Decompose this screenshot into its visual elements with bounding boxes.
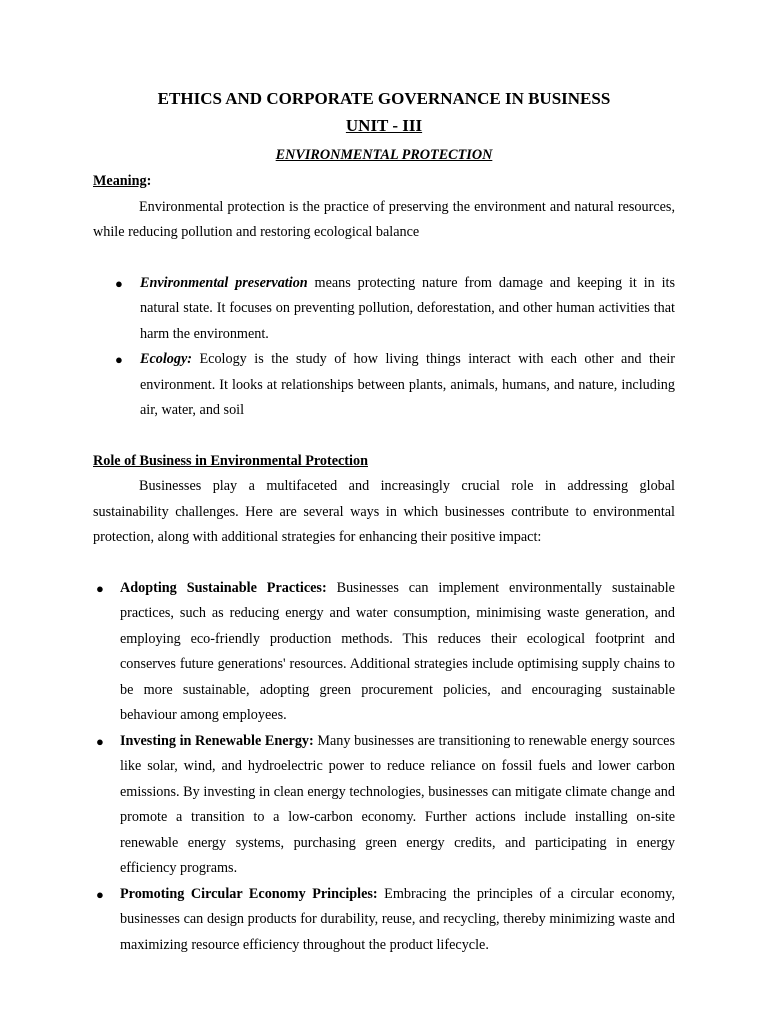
bullet-term: Investing in Renewable Energy:	[120, 732, 314, 749]
meaning-heading	[93, 169, 675, 195]
meaning-heading-text: Meaning	[93, 173, 147, 189]
list-item	[93, 347, 675, 424]
bullet-text: Businesses can implement environmentally sustainable practices, such as reducing energy and water consumption, minimising waste generation, and employing eco-friendly production methods. This reduces their ecological footprint and conserves future generations' resources. Additional strategies include optimising supply chains to be more sustainable, adopting green procurement policies, and encouraging sustainable behaviour among employees.	[120, 579, 675, 723]
document-title: ETHICS AND CORPORATE GOVERNANCE IN BUSINESS	[157, 89, 611, 108]
meaning-paragraph: Environmental protection is the practice of preserving the environment and natural resources, while reducing pollution and restoring ecological balance	[93, 198, 675, 240]
meaning-heading-colon: :	[146, 173, 152, 189]
bullet-icon: ●	[96, 886, 104, 902]
bullet-term: Environmental preservation	[140, 274, 308, 291]
role-bullet-list	[93, 576, 675, 959]
list-item	[93, 271, 675, 348]
role-heading-text: Role of Business in Environmental Protection	[93, 452, 368, 469]
bullet-icon: ●	[115, 352, 123, 367]
unit-heading: UNIT - III	[345, 116, 423, 135]
bullet-text: Many businesses are transitioning to renewable energy sources like solar, wind, and hydroelectric power to reduce reliance on fossil fuels and lower carbon emissions. By investing in clean energy technologies, businesses can mitigate climate change and promote a transition to a low-carbon economy. Further actions include installing on-site renewable energy systems, purchasing green energy credits, and participating in energy efficiency programs.	[120, 732, 675, 876]
meaning-bullet-list	[93, 271, 675, 424]
bullet-text: Ecology is the study of how living things interact with each other and their environment. It looks at relationships between plants, animals, humans, and nature, including air, water, and soil	[140, 351, 675, 418]
role-heading	[93, 449, 675, 475]
list-item	[93, 729, 675, 882]
list-item	[93, 882, 675, 959]
section-subtitle: ENVIRONMENTAL PROTECTION	[275, 147, 493, 163]
bullet-term: Adopting Sustainable Practices:	[120, 579, 327, 596]
bullet-text: Embracing the principles of a circular economy, businesses can design products for durability, reuse, and recycling, thereby minimizing waste and maximizing resource efficiency throughout the product lifecycle.	[120, 885, 675, 953]
role-paragraph: Businesses play a multifaceted and increasingly crucial role in addressing global sustainability challenges. Here are several ways in which businesses contribute to environmental protection, along with additional strategies for enhancing their positive impact:	[93, 478, 675, 545]
bullet-term: Promoting Circular Economy Principles:	[120, 885, 378, 902]
list-item	[93, 576, 675, 729]
bullet-term: Ecology:	[140, 351, 193, 367]
bullet-icon: ●	[96, 580, 104, 596]
bullet-icon: ●	[96, 733, 104, 749]
bullet-text: means protecting nature from damage and keeping it in its natural state. It focuses on preventing pollution, deforestation, and other human activities that harm the environment.	[140, 274, 676, 342]
bullet-icon: ●	[115, 275, 123, 291]
